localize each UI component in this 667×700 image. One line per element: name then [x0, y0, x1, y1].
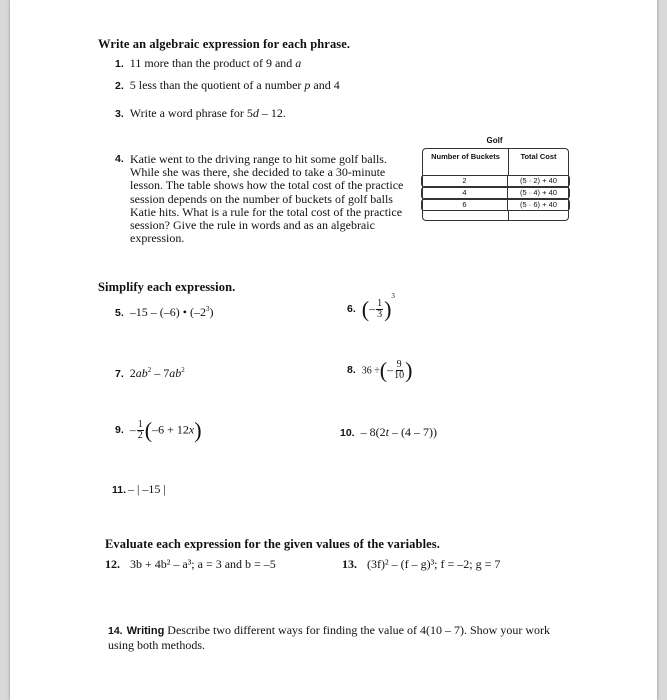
- header-buckets: Number of Buckets: [423, 149, 509, 175]
- problem-number: 12.: [105, 557, 120, 571]
- problem-14: 14. Writing Describe two different ways for finding the value of 4(10 – 7). Show your work using both methods.: [108, 623, 550, 652]
- section-heading-evaluate: Evaluate each expression for the given values of the variables.: [105, 537, 440, 551]
- problem-11: 11. – | –15 |: [112, 482, 166, 496]
- table-row: 4 (5 · 4) + 40: [421, 187, 570, 199]
- table-row: 2 (5 · 2) + 40: [421, 175, 570, 187]
- problem-4-text: Katie went to the driving range to hit some golf balls. While she was there, she decided to take a 30-minute lesson. The table shows how the total cost of the practice session depends on the number of buckets of golf balls Katie hits. What is a rule for the total cost of the practice session? Give the rule in words and as an algebraic expression.: [130, 152, 404, 246]
- fraction: $\frac{1}{2}$: [137, 419, 143, 441]
- problem-number: 10.: [340, 427, 355, 439]
- problem-number: 11.: [112, 484, 127, 496]
- problem-number: 14.: [108, 625, 123, 637]
- problem-number: 8.: [347, 364, 356, 377]
- problem-12: 12. 3b + 4b² – a³; a = 3 and b = –5: [105, 557, 276, 571]
- worksheet-page: [10, 0, 657, 700]
- problem-6: 6. (– $\frac{1}{3}$ )$^3$: [347, 292, 395, 322]
- problem-number: 9.: [115, 424, 124, 437]
- header-total-cost: Total Cost: [520, 152, 557, 161]
- table-row: 6 (5 · 6) + 40: [421, 199, 570, 211]
- problem-9: 9. – $\frac{1}{2}$ (–6 + 12x): [115, 417, 202, 443]
- problem-13: 13. (3f)² – (f – g)³; f = –2; g = 7: [342, 557, 501, 571]
- golf-table-header: [423, 149, 568, 175]
- problem-10: 10. – 8(2t – (4 – 7)): [340, 425, 437, 439]
- problem-number: 5.: [115, 307, 124, 319]
- problem-number: 2.: [115, 80, 124, 92]
- problem-7: 7. $2ab^2 - 7ab^2$: [115, 366, 185, 380]
- problem-number: 4.: [115, 153, 124, 165]
- problem-number: 6.: [347, 303, 356, 315]
- problem-3: 3. Write a word phrase for 5d – 12.: [115, 106, 286, 120]
- problem-2: 2. 5 less than the quotient of a number p and 4: [115, 78, 340, 92]
- golf-table-footer: [423, 211, 568, 220]
- problem-number: 3.: [115, 108, 124, 120]
- section-heading-expressions: Write an algebraic expression for each phrase.: [98, 37, 351, 51]
- problem-number: 13.: [342, 557, 357, 571]
- problem-number: 7.: [115, 368, 124, 380]
- fraction: $\frac{1}{3}$: [377, 297, 383, 320]
- section-heading-simplify: Simplify each expression.: [98, 280, 236, 294]
- problem-5: 5. –15 – (–6) • $(-2^3)$: [115, 305, 214, 319]
- fraction: $\frac{9}{10}$: [394, 359, 405, 381]
- problem-number: 1.: [115, 58, 124, 70]
- golf-table-title: Golf: [486, 136, 503, 145]
- problem-4: [115, 152, 405, 245]
- problem-8: 8. 36 ÷(– $\frac{9}{10}$ ): [347, 357, 413, 383]
- problem-1: 1. 11 more than the product of 9 and a: [115, 56, 302, 70]
- writing-label: Writing: [126, 625, 165, 637]
- golf-table: [422, 148, 569, 221]
